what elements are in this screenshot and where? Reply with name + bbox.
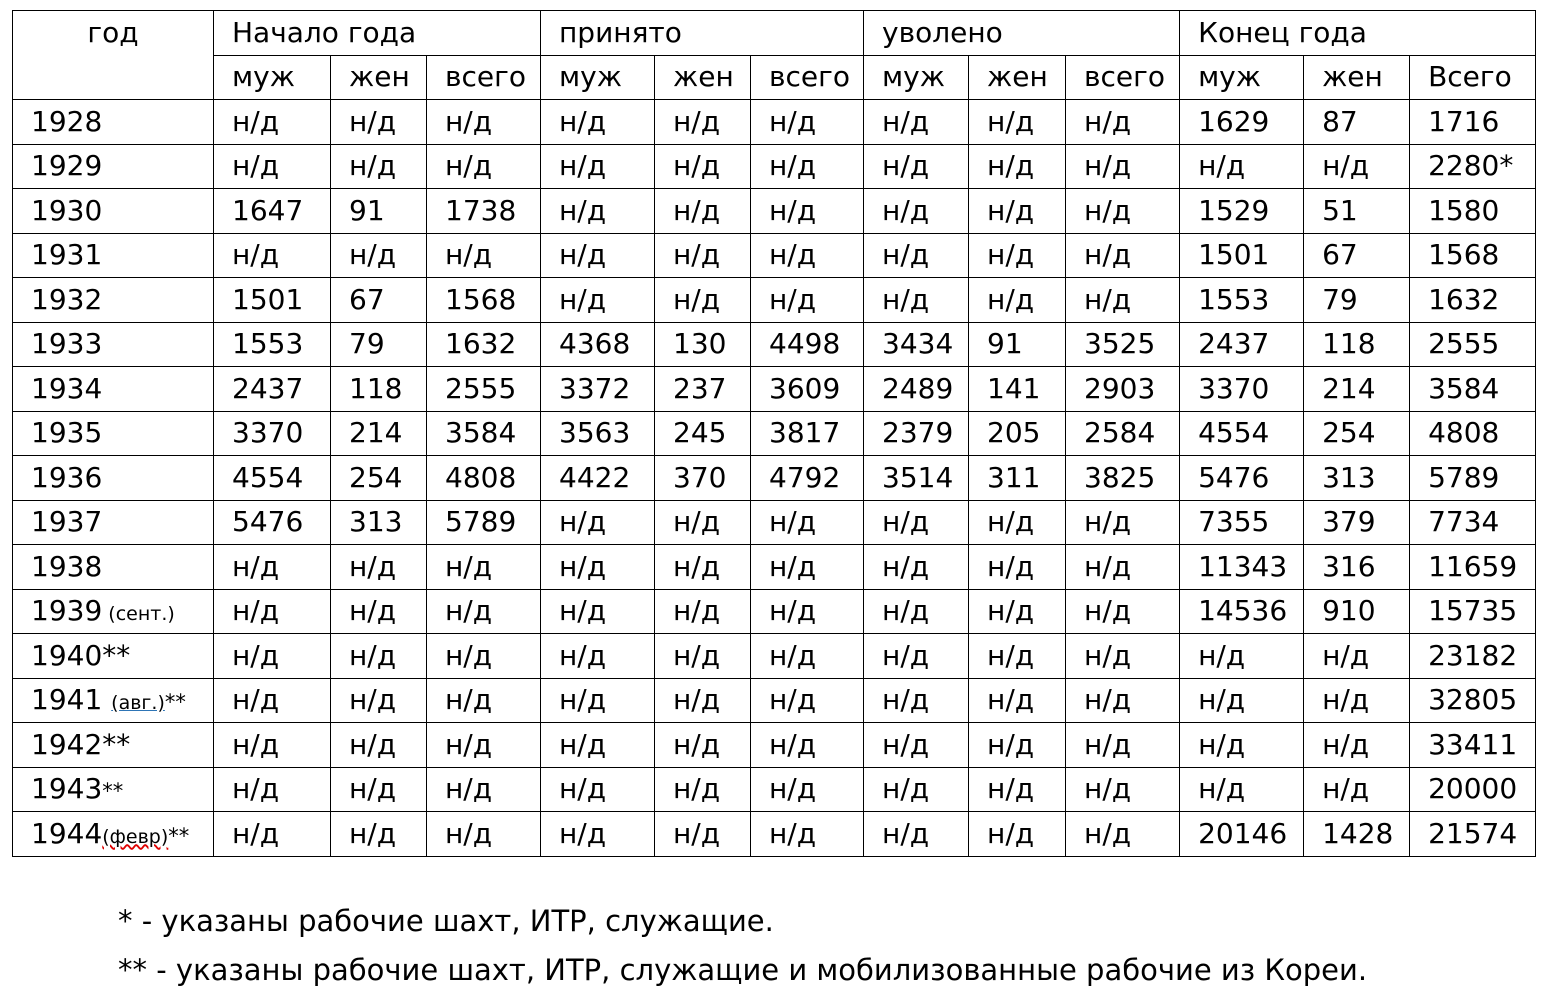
table-cell: н/д bbox=[214, 723, 331, 768]
table-cell: н/д bbox=[864, 500, 969, 545]
table-cell: н/д bbox=[1180, 678, 1304, 723]
table-cell: н/д bbox=[1066, 634, 1180, 679]
table-cell: н/д bbox=[331, 634, 427, 679]
table-cell: н/д bbox=[969, 233, 1066, 278]
table-cell: н/д bbox=[655, 233, 751, 278]
table-cell: н/д bbox=[214, 634, 331, 679]
table-cell: н/д bbox=[541, 723, 655, 768]
table-cell: 11659 bbox=[1410, 545, 1536, 590]
table-cell: н/д bbox=[541, 812, 655, 857]
table-cell: н/д bbox=[214, 144, 331, 189]
table-row bbox=[13, 723, 1536, 768]
year-footnote-mark: ** bbox=[164, 690, 186, 715]
table-row bbox=[13, 144, 1536, 189]
table-cell: н/д bbox=[655, 589, 751, 634]
table-cell: н/д bbox=[214, 233, 331, 278]
sub-header-women: жен bbox=[331, 55, 427, 100]
table-row bbox=[13, 367, 1536, 412]
sub-header-women: жен bbox=[1304, 55, 1410, 100]
table-row bbox=[13, 100, 1536, 145]
table-cell: н/д bbox=[864, 589, 969, 634]
sub-header-women: жен bbox=[969, 55, 1066, 100]
table-cell: 3584 bbox=[1410, 367, 1536, 412]
table-cell: н/д bbox=[751, 812, 864, 857]
table-cell: н/д bbox=[214, 100, 331, 145]
table-cell: 1568 bbox=[1410, 233, 1536, 278]
table-cell: н/д bbox=[214, 589, 331, 634]
table-cell: 3434 bbox=[864, 322, 969, 367]
table-cell: н/д bbox=[969, 812, 1066, 857]
year-footnote-mark: ** bbox=[102, 779, 124, 804]
table-cell: 67 bbox=[1304, 233, 1410, 278]
table-cell: 2555 bbox=[1410, 322, 1536, 367]
table-cell: 1580 bbox=[1410, 189, 1536, 234]
table-cell: н/д bbox=[655, 723, 751, 768]
table-cell: н/д bbox=[1180, 144, 1304, 189]
table-cell: 313 bbox=[331, 500, 427, 545]
year-value: 1928 bbox=[31, 104, 103, 138]
table-cell: н/д bbox=[969, 767, 1066, 812]
table-cell: 141 bbox=[969, 367, 1066, 412]
year-value: 1936 bbox=[31, 460, 103, 494]
table-cell: 118 bbox=[1304, 322, 1410, 367]
table-cell: 313 bbox=[1304, 456, 1410, 501]
sub-header-men: муж bbox=[214, 55, 331, 100]
table-cell: н/д bbox=[751, 100, 864, 145]
table-cell: н/д bbox=[1066, 723, 1180, 768]
table-cell: н/д bbox=[1304, 678, 1410, 723]
table-cell: 4498 bbox=[751, 322, 864, 367]
table-cell: н/д bbox=[541, 545, 655, 590]
year-value: 1944 bbox=[31, 816, 103, 850]
table-cell: н/д bbox=[427, 100, 541, 145]
table-cell: 2379 bbox=[864, 411, 969, 456]
table-cell: н/д bbox=[214, 678, 331, 723]
table-cell: н/д bbox=[969, 189, 1066, 234]
table-row bbox=[13, 678, 1536, 723]
table-cell: 87 bbox=[1304, 100, 1410, 145]
table-cell: 4808 bbox=[427, 456, 541, 501]
sub-header-total: Всего bbox=[1410, 55, 1536, 100]
table-cell: н/д bbox=[541, 278, 655, 323]
table-cell: 3584 bbox=[427, 411, 541, 456]
table-row bbox=[13, 812, 1536, 857]
table-cell: 1501 bbox=[1180, 233, 1304, 278]
table-cell: 3370 bbox=[1180, 367, 1304, 412]
table-cell: н/д bbox=[751, 545, 864, 590]
table-cell: 3370 bbox=[214, 411, 331, 456]
table-cell: 1568 bbox=[427, 278, 541, 323]
table-cell: н/д bbox=[969, 144, 1066, 189]
table-cell: н/д bbox=[864, 678, 969, 723]
table-cell: 214 bbox=[331, 411, 427, 456]
table-row bbox=[13, 634, 1536, 679]
table-cell: н/д bbox=[214, 767, 331, 812]
year-value: 1941 bbox=[31, 683, 112, 717]
table-cell: н/д bbox=[969, 678, 1066, 723]
table-cell: 1501 bbox=[214, 278, 331, 323]
table-cell: н/д bbox=[751, 278, 864, 323]
table-cell: н/д bbox=[1066, 233, 1180, 278]
table-cell: н/д bbox=[864, 278, 969, 323]
table-cell: н/д bbox=[864, 144, 969, 189]
table-cell: н/д bbox=[864, 233, 969, 278]
table-cell: 311 bbox=[969, 456, 1066, 501]
sub-header-men: муж bbox=[864, 55, 969, 100]
table-cell: н/д bbox=[541, 189, 655, 234]
table-cell: 79 bbox=[1304, 278, 1410, 323]
table-cell: н/д bbox=[331, 144, 427, 189]
sub-header-men: муж bbox=[1180, 55, 1304, 100]
table-cell: н/д bbox=[655, 144, 751, 189]
table-cell: н/д bbox=[427, 589, 541, 634]
table-cell: 1632 bbox=[427, 322, 541, 367]
table-row bbox=[13, 411, 1536, 456]
table-cell: н/д bbox=[751, 144, 864, 189]
table-cell: н/д bbox=[864, 767, 969, 812]
group-header-dismissed: уволено bbox=[864, 11, 1180, 56]
table-cell: 20146 bbox=[1180, 812, 1304, 857]
table-cell: н/д bbox=[427, 767, 541, 812]
year-cell bbox=[13, 411, 214, 456]
table-cell: 3825 bbox=[1066, 456, 1180, 501]
table-cell: 5476 bbox=[1180, 456, 1304, 501]
table-cell: 254 bbox=[1304, 411, 1410, 456]
table-cell: 3563 bbox=[541, 411, 655, 456]
table-cell: н/д bbox=[1304, 634, 1410, 679]
table-cell: н/д bbox=[1304, 723, 1410, 768]
table-cell: 1529 bbox=[1180, 189, 1304, 234]
table-row bbox=[13, 189, 1536, 234]
table-cell: н/д bbox=[1180, 767, 1304, 812]
year-value: 1934 bbox=[31, 371, 103, 405]
table-body bbox=[13, 100, 1536, 857]
table-cell: н/д bbox=[655, 278, 751, 323]
table-cell: 205 bbox=[969, 411, 1066, 456]
table-cell: н/д bbox=[969, 589, 1066, 634]
table-cell: 2489 bbox=[864, 367, 969, 412]
table-cell: 130 bbox=[655, 322, 751, 367]
table-cell: 33411 bbox=[1410, 723, 1536, 768]
table-cell: н/д bbox=[541, 144, 655, 189]
table-row bbox=[13, 322, 1536, 367]
table-cell: н/д bbox=[864, 634, 969, 679]
table-cell: н/д bbox=[751, 723, 864, 768]
table-cell: 1632 bbox=[1410, 278, 1536, 323]
table-cell: н/д bbox=[541, 678, 655, 723]
year-cell bbox=[13, 767, 214, 812]
table-cell: 14536 bbox=[1180, 589, 1304, 634]
table-cell: н/д bbox=[655, 500, 751, 545]
table-cell: н/д bbox=[655, 545, 751, 590]
table-cell: 370 bbox=[655, 456, 751, 501]
table-cell: н/д bbox=[331, 233, 427, 278]
table-row bbox=[13, 545, 1536, 590]
table-cell: 23182 bbox=[1410, 634, 1536, 679]
year-cell bbox=[13, 500, 214, 545]
table-cell: н/д bbox=[969, 100, 1066, 145]
table-cell: н/д bbox=[1066, 144, 1180, 189]
table-cell: 11343 bbox=[1180, 545, 1304, 590]
table-cell: 1629 bbox=[1180, 100, 1304, 145]
table-cell: 5789 bbox=[1410, 456, 1536, 501]
year-value: 1932 bbox=[31, 282, 103, 316]
table-cell: н/д bbox=[1066, 767, 1180, 812]
table-cell: н/д bbox=[864, 812, 969, 857]
table-row bbox=[13, 500, 1536, 545]
year-cell bbox=[13, 278, 214, 323]
table-cell: н/д bbox=[214, 545, 331, 590]
year-value: 1930 bbox=[31, 193, 103, 227]
sub-header-total: всего bbox=[1066, 55, 1180, 100]
year-footnote-mark: ** bbox=[168, 823, 190, 848]
table-cell: н/д bbox=[1180, 723, 1304, 768]
year-cell bbox=[13, 723, 214, 768]
table-cell: 79 bbox=[331, 322, 427, 367]
table-cell: н/д bbox=[751, 189, 864, 234]
year-qualifier: (сент.) bbox=[102, 603, 175, 626]
sub-header-men: муж bbox=[541, 55, 655, 100]
header-row-sub bbox=[13, 55, 1536, 100]
table-row bbox=[13, 233, 1536, 278]
table-cell: 1647 bbox=[214, 189, 331, 234]
year-value: 1938 bbox=[31, 549, 103, 583]
table-cell: 245 bbox=[655, 411, 751, 456]
year-cell bbox=[13, 678, 214, 723]
table-cell: 91 bbox=[331, 189, 427, 234]
table-cell: 1553 bbox=[214, 322, 331, 367]
table-cell: н/д bbox=[864, 100, 969, 145]
table-cell: н/д bbox=[751, 589, 864, 634]
table-cell: н/д bbox=[1304, 144, 1410, 189]
table-cell: 316 bbox=[1304, 545, 1410, 590]
year-value: 1931 bbox=[31, 238, 103, 272]
table-cell: н/д bbox=[751, 634, 864, 679]
table-cell: н/д bbox=[1066, 500, 1180, 545]
group-header-end-of-year: Конец года bbox=[1180, 11, 1536, 56]
year-value: 1942** bbox=[31, 727, 131, 761]
group-header-hired: принято bbox=[541, 11, 864, 56]
table-cell: 1738 bbox=[427, 189, 541, 234]
footnote-single-star: * - указаны рабочие шахт, ИТР, служащие. bbox=[118, 904, 774, 938]
year-cell bbox=[13, 100, 214, 145]
table-cell: 2437 bbox=[1180, 322, 1304, 367]
footnote-double-star: ** - указаны рабочие шахт, ИТР, служащие и мобилизованные рабочие из Кореи. bbox=[118, 953, 1368, 987]
table-row bbox=[13, 589, 1536, 634]
table-cell: н/д bbox=[751, 233, 864, 278]
table-cell: н/д bbox=[751, 767, 864, 812]
table-cell: 7355 bbox=[1180, 500, 1304, 545]
header-row-groups bbox=[13, 11, 1536, 56]
table-cell: н/д bbox=[969, 278, 1066, 323]
table-cell: н/д bbox=[541, 500, 655, 545]
table-cell: 1553 bbox=[1180, 278, 1304, 323]
table-cell: н/д bbox=[1066, 589, 1180, 634]
table-cell: н/д bbox=[1304, 767, 1410, 812]
year-cell bbox=[13, 144, 214, 189]
table-cell: н/д bbox=[427, 634, 541, 679]
table-cell: 3817 bbox=[751, 411, 864, 456]
table-cell: 4808 bbox=[1410, 411, 1536, 456]
table-cell: н/д bbox=[864, 723, 969, 768]
table-cell: 2584 bbox=[1066, 411, 1180, 456]
table-cell: н/д bbox=[1066, 278, 1180, 323]
group-header-start-of-year: Начало года bbox=[214, 11, 541, 56]
year-cell bbox=[13, 367, 214, 412]
table-cell: 1716 bbox=[1410, 100, 1536, 145]
table-cell: 4554 bbox=[214, 456, 331, 501]
year-value: 1939 bbox=[31, 594, 103, 628]
table-cell: 237 bbox=[655, 367, 751, 412]
table-cell: н/д bbox=[969, 545, 1066, 590]
year-value: 1935 bbox=[31, 416, 103, 450]
table-cell: 21574 bbox=[1410, 812, 1536, 857]
table-cell: 3372 bbox=[541, 367, 655, 412]
table-cell: 4792 bbox=[751, 456, 864, 501]
table-cell: 20000 bbox=[1410, 767, 1536, 812]
year-header: год bbox=[13, 11, 214, 100]
table-cell: н/д bbox=[541, 233, 655, 278]
table-cell: н/д bbox=[331, 678, 427, 723]
table-cell: 910 bbox=[1304, 589, 1410, 634]
table-cell: н/д bbox=[1066, 812, 1180, 857]
table-cell: н/д bbox=[969, 500, 1066, 545]
table-cell: н/д bbox=[427, 723, 541, 768]
year-cell bbox=[13, 233, 214, 278]
table-cell: 214 bbox=[1304, 367, 1410, 412]
table-cell: 67 bbox=[331, 278, 427, 323]
table-cell: 118 bbox=[331, 367, 427, 412]
table-cell: 7734 bbox=[1410, 500, 1536, 545]
table-cell: 4422 bbox=[541, 456, 655, 501]
table-cell: н/д bbox=[969, 634, 1066, 679]
table-cell: н/д bbox=[655, 634, 751, 679]
table-cell: н/д bbox=[1066, 678, 1180, 723]
year-value: 1937 bbox=[31, 505, 103, 539]
table-cell: 3525 bbox=[1066, 322, 1180, 367]
year-cell bbox=[13, 456, 214, 501]
table-cell: н/д bbox=[427, 144, 541, 189]
table-cell: н/д bbox=[331, 812, 427, 857]
table-cell: н/д bbox=[1066, 100, 1180, 145]
table-cell: 3609 bbox=[751, 367, 864, 412]
table-cell: 2555 bbox=[427, 367, 541, 412]
table-cell: 91 bbox=[969, 322, 1066, 367]
year-cell bbox=[13, 589, 214, 634]
table-cell: н/д bbox=[541, 589, 655, 634]
year-qualifier: (февр) bbox=[102, 825, 169, 848]
year-qualifier: (авг.) bbox=[111, 692, 165, 715]
table-cell: н/д bbox=[331, 589, 427, 634]
year-cell bbox=[13, 322, 214, 367]
table-cell: н/д bbox=[1066, 189, 1180, 234]
table-cell: н/д bbox=[427, 812, 541, 857]
workforce-table bbox=[12, 10, 1536, 857]
table-cell: 5476 bbox=[214, 500, 331, 545]
year-cell bbox=[13, 634, 214, 679]
table-cell: н/д bbox=[427, 545, 541, 590]
table-cell: н/д bbox=[655, 189, 751, 234]
year-value: 1929 bbox=[31, 149, 103, 183]
sub-header-women: жен bbox=[655, 55, 751, 100]
table-cell: 2903 bbox=[1066, 367, 1180, 412]
table-cell: 5789 bbox=[427, 500, 541, 545]
year-value: 1943 bbox=[31, 772, 103, 806]
sub-header-total: всего bbox=[427, 55, 541, 100]
year-cell bbox=[13, 189, 214, 234]
table-cell: 15735 bbox=[1410, 589, 1536, 634]
table-cell: н/д bbox=[541, 634, 655, 679]
table-row bbox=[13, 767, 1536, 812]
table-cell: н/д bbox=[751, 500, 864, 545]
table-row bbox=[13, 278, 1536, 323]
table-cell: 51 bbox=[1304, 189, 1410, 234]
table-cell: н/д bbox=[864, 545, 969, 590]
table-cell: 3514 bbox=[864, 456, 969, 501]
table-cell: н/д bbox=[541, 100, 655, 145]
sub-header-total: всего bbox=[751, 55, 864, 100]
table-cell: 254 bbox=[331, 456, 427, 501]
year-value: 1940** bbox=[31, 638, 131, 672]
table-cell: н/д bbox=[751, 678, 864, 723]
table-cell: н/д bbox=[1066, 545, 1180, 590]
table-cell: 379 bbox=[1304, 500, 1410, 545]
table-cell: 1428 bbox=[1304, 812, 1410, 857]
table-cell: н/д bbox=[427, 678, 541, 723]
table-cell: н/д bbox=[331, 545, 427, 590]
table-cell: н/д bbox=[969, 723, 1066, 768]
table-row bbox=[13, 456, 1536, 501]
table-cell: 2437 bbox=[214, 367, 331, 412]
table-cell: н/д bbox=[655, 767, 751, 812]
table-cell: 2280* bbox=[1410, 144, 1536, 189]
table-cell: н/д bbox=[427, 233, 541, 278]
year-cell bbox=[13, 545, 214, 590]
table-cell: н/д bbox=[655, 812, 751, 857]
table-cell: н/д bbox=[541, 767, 655, 812]
table-cell: 4368 bbox=[541, 322, 655, 367]
year-cell bbox=[13, 812, 214, 857]
table-cell: н/д bbox=[655, 100, 751, 145]
table-cell: н/д bbox=[1180, 634, 1304, 679]
table-cell: н/д bbox=[331, 767, 427, 812]
table-cell: 4554 bbox=[1180, 411, 1304, 456]
table-cell: н/д bbox=[214, 812, 331, 857]
year-value: 1933 bbox=[31, 327, 103, 361]
table-cell: н/д bbox=[655, 678, 751, 723]
table-cell: н/д bbox=[331, 100, 427, 145]
table-cell: 32805 bbox=[1410, 678, 1536, 723]
table-cell: н/д bbox=[864, 189, 969, 234]
table-cell: н/д bbox=[331, 723, 427, 768]
